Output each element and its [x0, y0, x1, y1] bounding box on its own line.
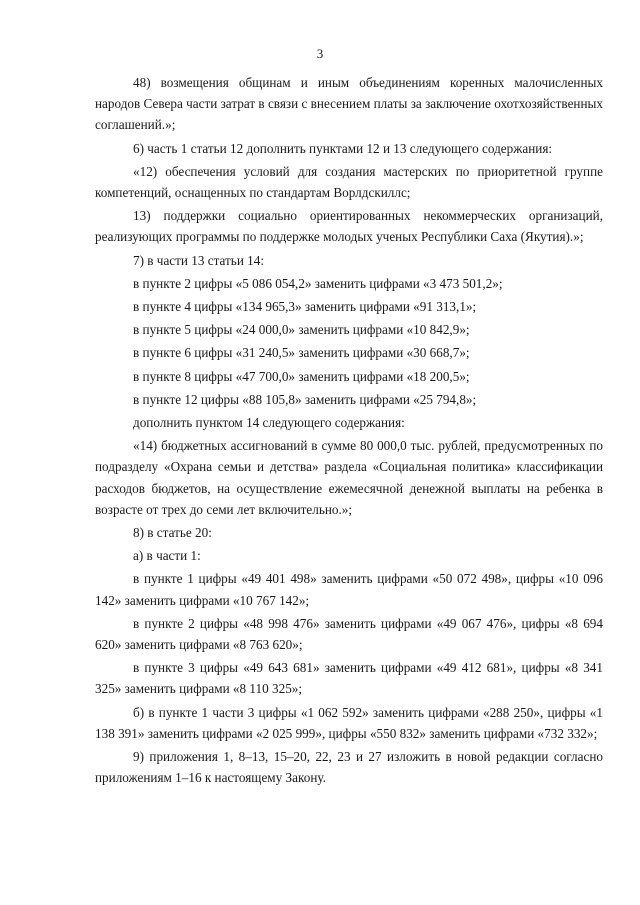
paragraph-add-point-14: дополнить пунктом 14 следующего содержания: [133, 415, 405, 431]
paragraph-a-point-2: в пункте 2 цифры «48 998 476» заменить цифрами «49 067 476», цифры «8 694 620» заменить цифрами «8 763 620»; [95, 615, 603, 653]
paragraph-item-7: 7) в части 13 статьи 14: [133, 252, 265, 268]
paragraph-item-14: «14) бюджетных ассигнований в сумме 80 000,0 тыс. рублей, предусмотренных по подразделу «Охрана семьи и детства» раздела «Социальная политика» классификации расходов бюджетов, на осуществление ежемесячной денежной выплаты на ребенка в возрасте от трех до семи лет включительно.»; [95, 438, 603, 517]
paragraph-item-6: 6) часть 1 статьи 12 дополнить пунктами 12 и 13 следующего содержания: [133, 140, 553, 156]
page-number: 3 [316, 46, 324, 61]
paragraph-point-4: в пункте 4 цифры «134 965,3» заменить цифрами «91 313,1»; [133, 299, 477, 315]
paragraph-48: 48) возмещения общинам и иным объединениям коренных малочисленных народов Севера части затрат в связи с внесением платы за заключение охотхозяйственных соглашений.»; [95, 75, 603, 133]
paragraph-point-12: в пункте 12 цифры «88 105,8» заменить цифрами «25 794,8»; [133, 391, 477, 407]
paragraph-a-point-3: в пункте 3 цифры «49 643 681» заменить цифрами «49 412 681», цифры «8 341 325» заменить цифрами «8 110 325»; [95, 660, 603, 697]
paragraph-subitem-a: а) в части 1: [133, 548, 201, 564]
paragraph-item-12: «12) обеспечения условий для создания мастерских по приоритетной группе компетенций, оснащенных по стандартам Ворлдскиллс; [95, 163, 603, 201]
paragraph-point-6: в пункте 6 цифры «31 240,5» заменить цифрами «30 668,7»; [133, 345, 470, 361]
paragraph-item-8: 8) в статье 20: [133, 525, 212, 541]
paragraph-a-point-1: в пункте 1 цифры «49 401 498» заменить цифрами «50 072 498», цифры «10 096 142» заменить цифрами «10 767 142»; [95, 571, 603, 608]
paragraph-point-5: в пункте 5 цифры «24 000,0» заменить цифрами «10 842,9»; [133, 322, 470, 338]
paragraph-item-9: 9) приложения 1, 8–13, 15–20, 22, 23 и 27 изложить в новой редакции согласно приложениям 1–16 к настоящему Закону. [95, 749, 603, 786]
paragraph-subitem-b: б) в пункте 1 части 3 цифры «1 062 592» заменить цифрами «288 250», цифры «1 138 391» заменить цифрами «2 025 999», цифры «550 832» заменить цифрами «732 332»; [95, 704, 603, 741]
paragraph-point-8: в пункте 8 цифры «47 700,0» заменить цифрами «18 200,5»; [133, 368, 470, 384]
paragraph-point-2: в пункте 2 цифры «5 086 054,2» заменить цифрами «3 473 501,2»; [133, 275, 503, 291]
paragraph-item-13: 13) поддержки социально ориентированных некоммерческих организаций, реализующих программы по поддержке молодых ученых Республики Саха (Якутия).»; [95, 208, 603, 245]
document-body [95, 72, 603, 789]
